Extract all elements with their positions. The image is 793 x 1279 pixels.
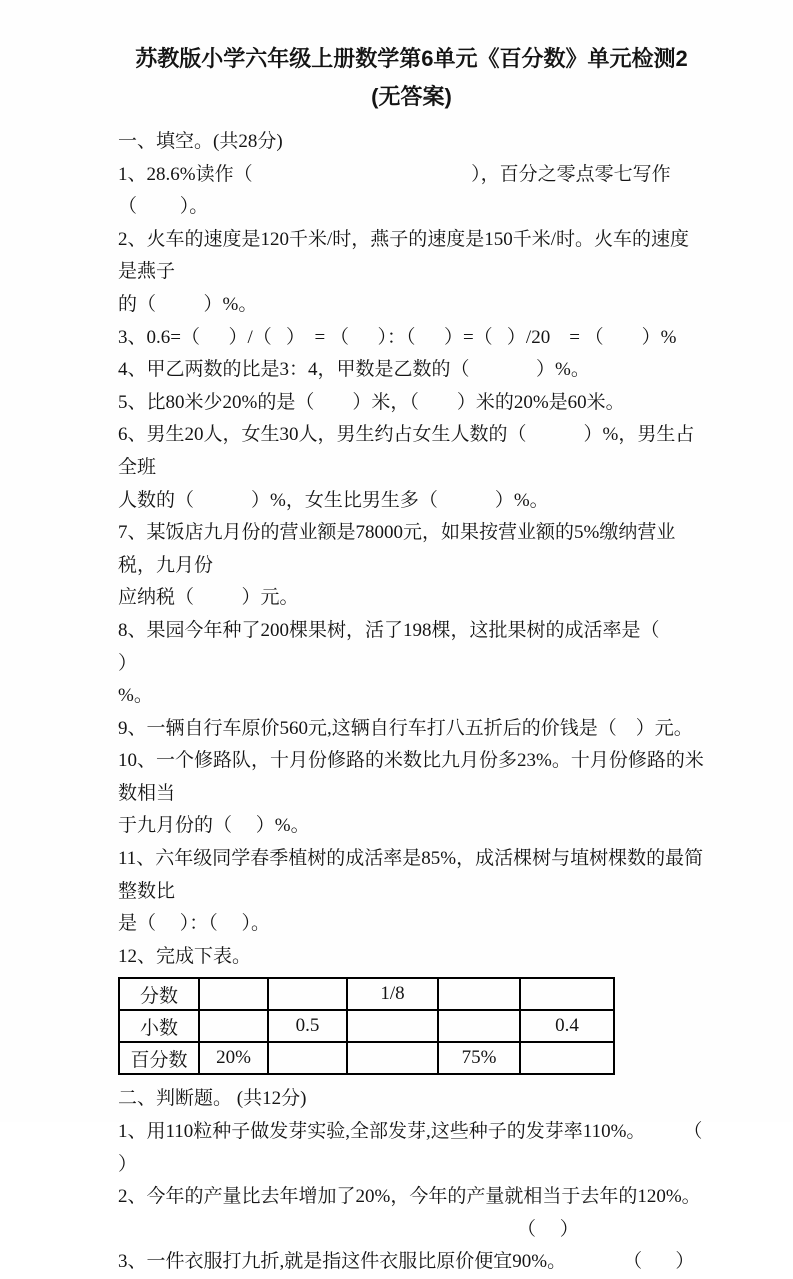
- conversion-table: [118, 977, 615, 1075]
- table-cell-row-label: 分数: [119, 978, 199, 1010]
- fill-item-9: 9、一辆自行车原价560元,这辆自行车打八五折后的价钱是（ ）元。: [118, 717, 693, 739]
- table-cell: 20%: [199, 1042, 268, 1074]
- judge-item-1: 1、用110粒种子做发芽实验,全部发芽,这些种子的发芽率110%。 （ ）: [118, 1121, 722, 1175]
- table-cell: [199, 1010, 268, 1042]
- fill-item-1-line-1: 1、28.6%读作（ ），百分之零点零七写作: [118, 163, 671, 185]
- table-row-fraction: [119, 978, 614, 1010]
- table-cell: 0.5: [268, 1010, 347, 1042]
- judge-item-2-line-1: 2、今年的产量比去年增加了20%，今年的产量就相当于去年的120%。: [118, 1186, 701, 1208]
- title-line-1: 苏教版小学六年级上册数学第6单元《百分数》单元检测2: [135, 46, 688, 71]
- fill-item-10-line-2: 于九月份的（ ）%。: [118, 815, 310, 837]
- section-1-heading: 一、填空。(共28分): [118, 131, 283, 152]
- table-cell: [347, 1010, 438, 1042]
- judge-item-2-line-2: （ ）: [118, 1218, 579, 1240]
- fill-item-2-line-2: 的（ ）%。: [118, 293, 258, 315]
- table-cell: 75%: [438, 1042, 520, 1074]
- fill-item-7-line-1: 7、某饭店九月份的营业额是78000元，如果按营业额的5%缴纳营业税，九月份: [118, 522, 676, 576]
- fill-item-6-line-2: 人数的（ ）%，女生比男生多（ ）%。: [118, 489, 549, 511]
- fill-item-8-line-2: %。: [118, 685, 153, 707]
- title-line-2: (无答案): [371, 84, 452, 109]
- table-cell-row-label: 百分数: [119, 1042, 199, 1074]
- table-cell: [438, 1010, 520, 1042]
- judge-item-3: 3、一件衣服打九折,就是指这件衣服比原价便宜90%。 （ ）: [118, 1251, 695, 1273]
- table-row-decimal: [119, 1010, 614, 1042]
- fill-item-3: 3、0.6=（ ）/（ ） = （ ）：（ ）=（ ）/20 = （ ）%: [118, 326, 677, 348]
- table-cell-row-label: 小数: [119, 1010, 199, 1042]
- fill-item-5: 5、比80米少20%的是（ ）米，（ ）米的20%是60米。: [118, 391, 625, 413]
- fill-item-8-line-1: 8、果园今年种了200棵果树，活了198棵，这批果树的成活率是（ ）: [118, 619, 708, 674]
- table-cell: [520, 978, 614, 1010]
- document-title: [118, 40, 705, 116]
- table-cell: [347, 1042, 438, 1074]
- table-cell: [438, 978, 520, 1010]
- fill-item-11-line-2: 是（ ）：（ ）。: [118, 913, 271, 935]
- fill-item-1-line-2: （ ）。: [118, 196, 209, 218]
- table-cell: [520, 1042, 614, 1074]
- table-row-percent: [119, 1042, 614, 1074]
- table-cell: [268, 1042, 347, 1074]
- fill-item-10-line-1: 10、一个修路队，十月份修路的米数比九月份多23%。十月份修路的米数相当: [118, 750, 704, 804]
- section-2-heading: 二、判断题。 (共12分): [118, 1088, 307, 1110]
- table-cell: 1/8: [347, 978, 438, 1010]
- table-cell: [199, 978, 268, 1010]
- fill-item-11-line-1: 11、六年级同学春季植树的成活率是85%，成活棵树与埴树棵数的最简整数比: [118, 848, 704, 902]
- fill-item-12: 12、完成下表。: [118, 945, 252, 967]
- fill-item-6-line-1: 6、男生20人，女生30人，男生约占女生人数的（ ）%，男生占全班: [118, 424, 695, 478]
- table-cell: [268, 978, 347, 1010]
- table-cell: 0.4: [520, 1010, 614, 1042]
- fill-item-4: 4、甲乙两数的比是3：4，甲数是乙数的（ ）%。: [118, 359, 590, 381]
- fill-item-2-line-1: 2、火车的速度是120千米/时，燕子的速度是150千米/时。火车的速度是燕子: [118, 228, 690, 283]
- fill-item-7-line-2: 应纳税（ ）元。: [118, 587, 299, 609]
